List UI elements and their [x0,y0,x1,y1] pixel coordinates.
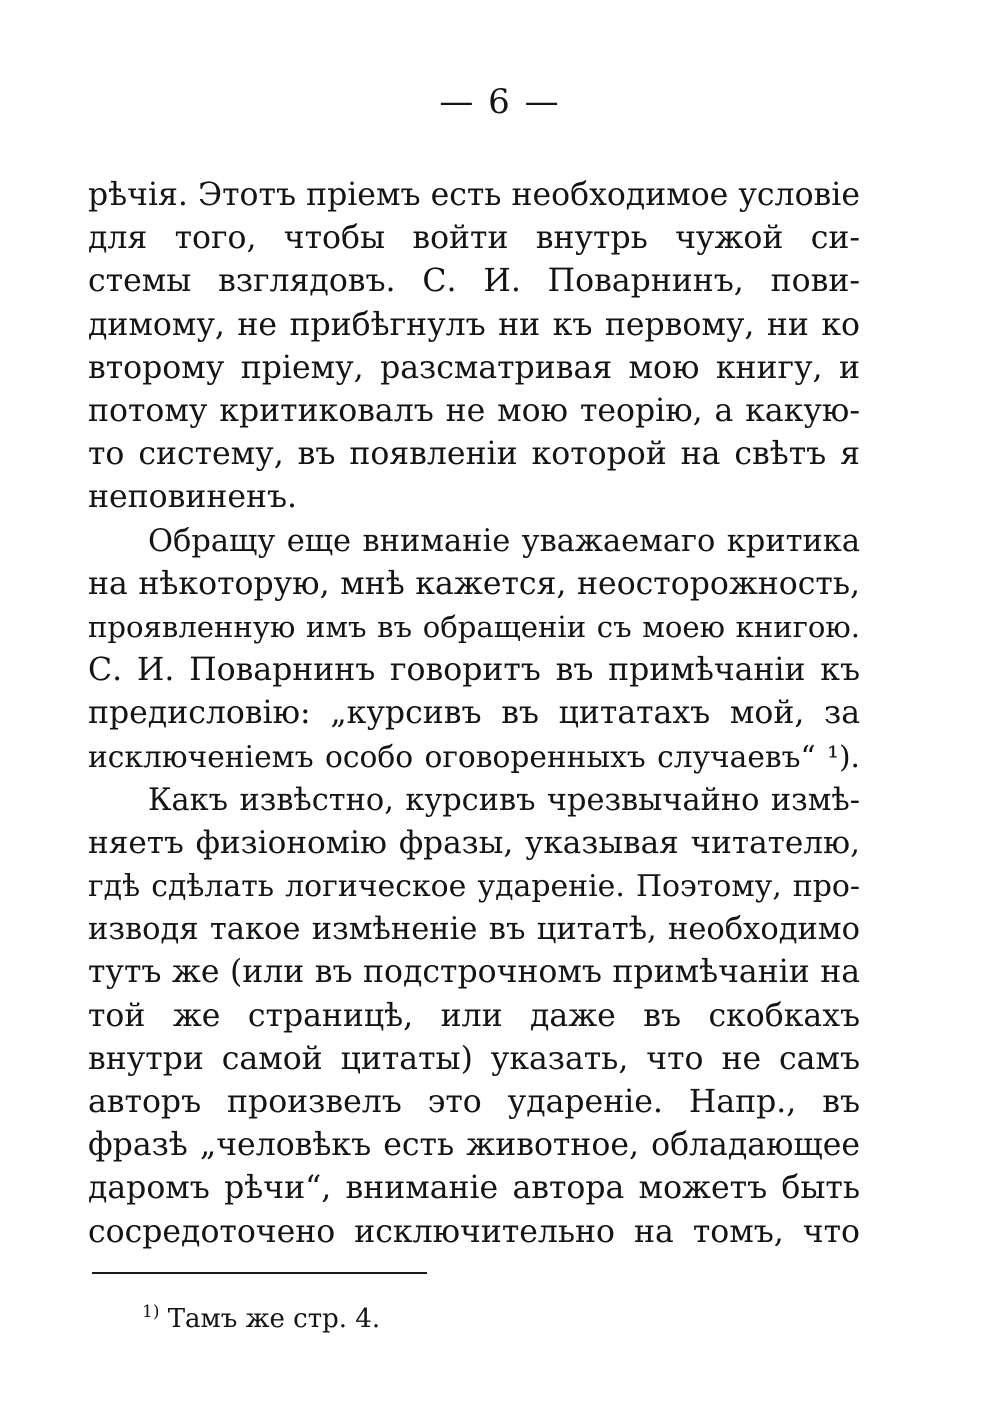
text-line: димому, не прибѣгнулъ ни къ первому, ни ко [88,306,860,343]
text-line: няетъ физіономію фразы, указывая читателю, [88,824,860,861]
text-line: той же страницѣ, или даже въ скобкахъ [88,997,860,1034]
text-line: исключеніемъ особо оговоренныхъ случаевъ“ ¹). [88,739,860,775]
text-line: рѣчія. Этотъ пріемъ есть необходимое условіе [88,177,860,213]
footnote [142,1294,380,1337]
footnote-divider [92,1272,427,1274]
body-text [88,174,860,1254]
footnote-mark: 1) [142,1302,160,1322]
text-line: даромъ рѣчи“, вниманіе автора можетъ быть [88,1170,860,1207]
text-line: то систему, въ появленіи которой на свѣтъ я [88,436,860,473]
text-line: предисловію: „курсивъ въ цитатахъ мой, за [88,695,860,732]
footnote-text: Тамъ же стр. 4. [167,1304,381,1334]
text-line: второму пріему, разсматривая мою книгу, и [88,349,860,386]
text-line: неповиненъ. [88,479,298,516]
text-line: стемы взглядовъ. С. И. Поварнинъ, пови- [88,263,860,300]
text-line: гдѣ сдѣлать логическое удареніе. Поэтому, про- [88,869,860,904]
text-line: авторъ произвелъ это удареніе. Напр., въ [88,1083,860,1120]
text-line: сосредоточено исключительно на томъ, что [88,1213,860,1250]
text-line: изводя такое измѣненіе въ цитатѣ, необходимо [88,912,860,948]
text-line: внутри самой цитаты) указать, что не самъ [88,1040,860,1077]
page-number-header: — 6 — [439,82,561,122]
text-line: С. И. Поварнинъ говоритъ въ примѣчаніи къ [88,652,860,689]
paragraph-start-line: Обращу еще вниманіе уважаемаго критика [148,523,860,559]
text-line: фразѣ „человѣкъ есть животное, обладающее [88,1127,860,1164]
text-line: для того, чтобы войти внутрь чужой си- [88,220,860,257]
text-line: потому критиковалъ не мою теорію, а какую- [88,392,860,429]
paragraph-start-line: Какъ извѣстно, курсивъ чрезвычайно измѣ- [148,782,860,818]
text-line: тутъ же (или въ подстрочномъ примѣчаніи на [88,954,860,991]
text-line: на нѣкоторую, мнѣ кажется, неосторожность, [88,565,860,602]
text-line: проявленную имъ въ обращеніи съ моею книгою. [88,609,860,644]
